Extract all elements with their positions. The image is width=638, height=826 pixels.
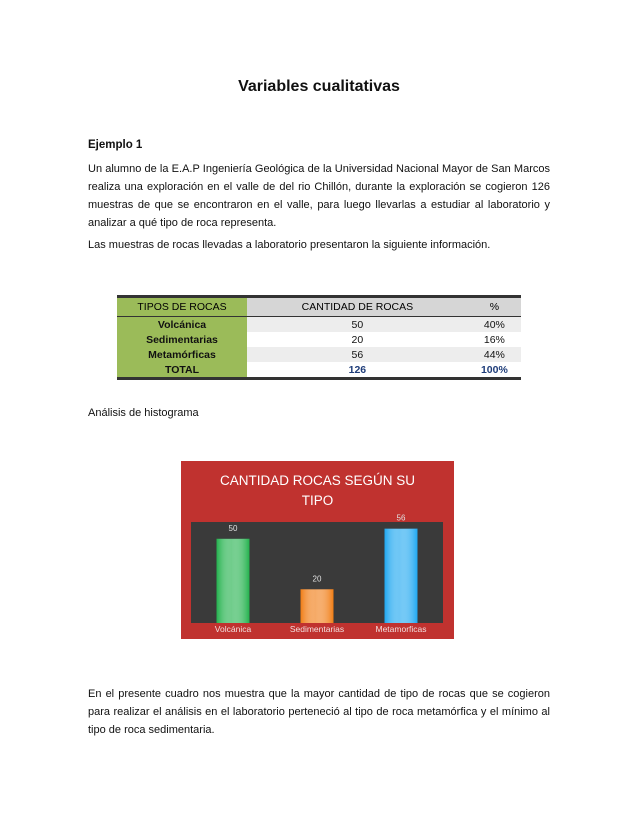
category-label: Volcánica [214,624,252,634]
data-label: 20 [312,574,322,584]
table-total-row [117,362,521,379]
rock-percent-cell: 16% [468,332,521,347]
rock-count-cell: 20 [247,332,468,347]
rock-count-cell: 56 [247,347,468,362]
category-label: Metamorficas [375,624,427,634]
rock-type-cell: Metamórficas [117,347,247,362]
histogram-heading: Análisis de histograma [88,407,199,419]
total-label-cell: TOTAL [117,362,247,379]
category-label: Sedimentarias [289,624,345,634]
rock-types-table [117,295,521,380]
header-rock-count: CANTIDAD DE ROCAS [247,297,468,317]
header-percent: % [468,297,521,317]
total-count-cell: 126 [247,362,468,379]
example-heading: Ejemplo 1 [88,139,143,151]
table-row [117,332,521,347]
bar-highlight [217,539,250,623]
data-label: 50 [228,523,238,533]
header-rock-type: TIPOS DE ROCAS [117,297,247,317]
rock-percent-cell: 40% [468,317,521,333]
table-header-row [117,297,521,317]
bar-highlight [301,589,334,623]
chart-title-line: CANTIDAD ROCAS SEGÚN SU [219,473,416,488]
chart-title-line: TIPO [301,493,334,508]
samples-paragraph: Las muestras de rocas llevadas a laboratorio presentaron la siguiente información. [88,239,491,251]
bar-highlight [385,529,418,623]
total-percent-cell: 100% [468,362,521,379]
rock-type-cell: Sedimentarias [117,332,247,347]
rock-type-cell: Volcánica [117,317,247,333]
chart-canvas [181,461,454,639]
table-row [117,317,521,333]
data-label: 56 [396,513,406,523]
rock-percent-cell: 44% [468,347,521,362]
intro-paragraph: Un alumno de la E.A.P Ingeniería Geológica de la Universidad Nacional Mayor de San Marcos realiza una exploración en el valle de del rio Chillón, durante la exploración se cogieron 126 muestras de que se encontraron en el valle, para luego llevarlas a estudiar al laboratorio y analizar a qué tipo de roca representa. [88,163,550,229]
rock-count-cell: 50 [247,317,468,333]
rock-histogram-chart [181,461,454,639]
table-row [117,347,521,362]
page-title: Variables cualitativas [238,78,400,95]
conclusion-paragraph: En el presente cuadro nos muestra que la mayor cantidad de tipo de rocas que se cogieron para realizar el análisis en el laboratorio perteneció al tipo de roca metamórfica y el mínimo al tipo de roca sedimentaria. [88,688,550,736]
